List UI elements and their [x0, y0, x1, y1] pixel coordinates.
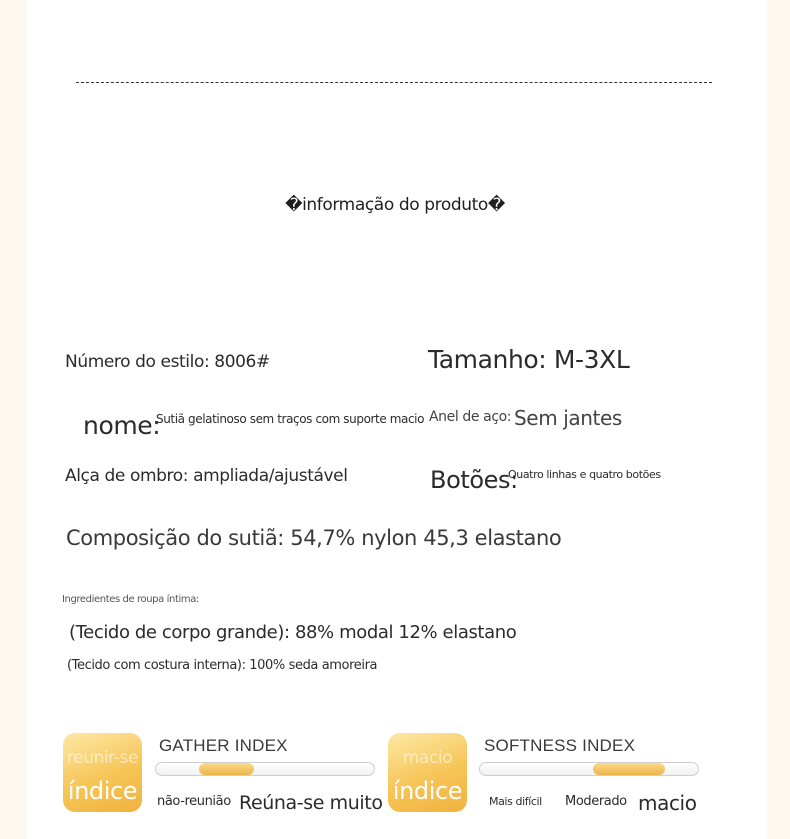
softness-scale-low: Mais difícil: [489, 795, 542, 808]
bra-composition: Composição do sutiã: 54,7% nylon 45,3 elastano: [66, 526, 562, 550]
section-title: �informação do produto�: [285, 195, 505, 215]
softness-scale-mid: Moderado: [565, 794, 627, 809]
softness-badge-top-text: macio: [402, 748, 453, 768]
name-label: nome:: [83, 411, 161, 440]
name-value: Sutiã gelatinoso sem traços com suporte macio: [156, 412, 425, 426]
gather-index-badge: [63, 733, 142, 812]
buttons-label: Botões:: [430, 466, 518, 494]
softness-index-fill: [593, 763, 665, 775]
softness-scale-high: macio: [638, 791, 697, 815]
softness-index-title: SOFTNESS INDEX: [484, 736, 636, 755]
softness-badge-main-text: índice: [392, 777, 463, 805]
size-value: Tamanho: M-3XL: [428, 345, 630, 374]
style-number: Número do estilo: 8006#: [65, 352, 270, 372]
steel-ring-value: Sem jantes: [514, 406, 622, 430]
gather-scale-high: Reúna-se muito: [239, 792, 383, 814]
shoulder-strap: Alça de ombro: ampliada/ajustável: [65, 466, 348, 486]
gather-index-track: [155, 762, 375, 776]
buttons-value: Quatro linhas e quatro botões: [508, 468, 661, 481]
softness-index-track: [479, 762, 699, 776]
steel-ring-label: Anel de aço:: [429, 409, 512, 425]
gather-badge-top-text: reunir-se: [66, 748, 139, 768]
dashed-divider: [76, 82, 712, 83]
gather-badge-main-text: índice: [67, 777, 138, 805]
inner-crotch-fabric: (Tecido com costura interna): 100% seda amoreira: [67, 658, 378, 673]
underwear-ingredients-label: Ingredientes de roupa íntima:: [62, 594, 199, 605]
softness-index-badge: [388, 733, 467, 812]
gather-index-fill: [199, 763, 254, 775]
gather-index-title: GATHER INDEX: [159, 736, 288, 755]
large-body-fabric: (Tecido de corpo grande): 88% modal 12% elastano: [69, 622, 517, 643]
gather-scale-low: não-reunião: [157, 794, 231, 809]
